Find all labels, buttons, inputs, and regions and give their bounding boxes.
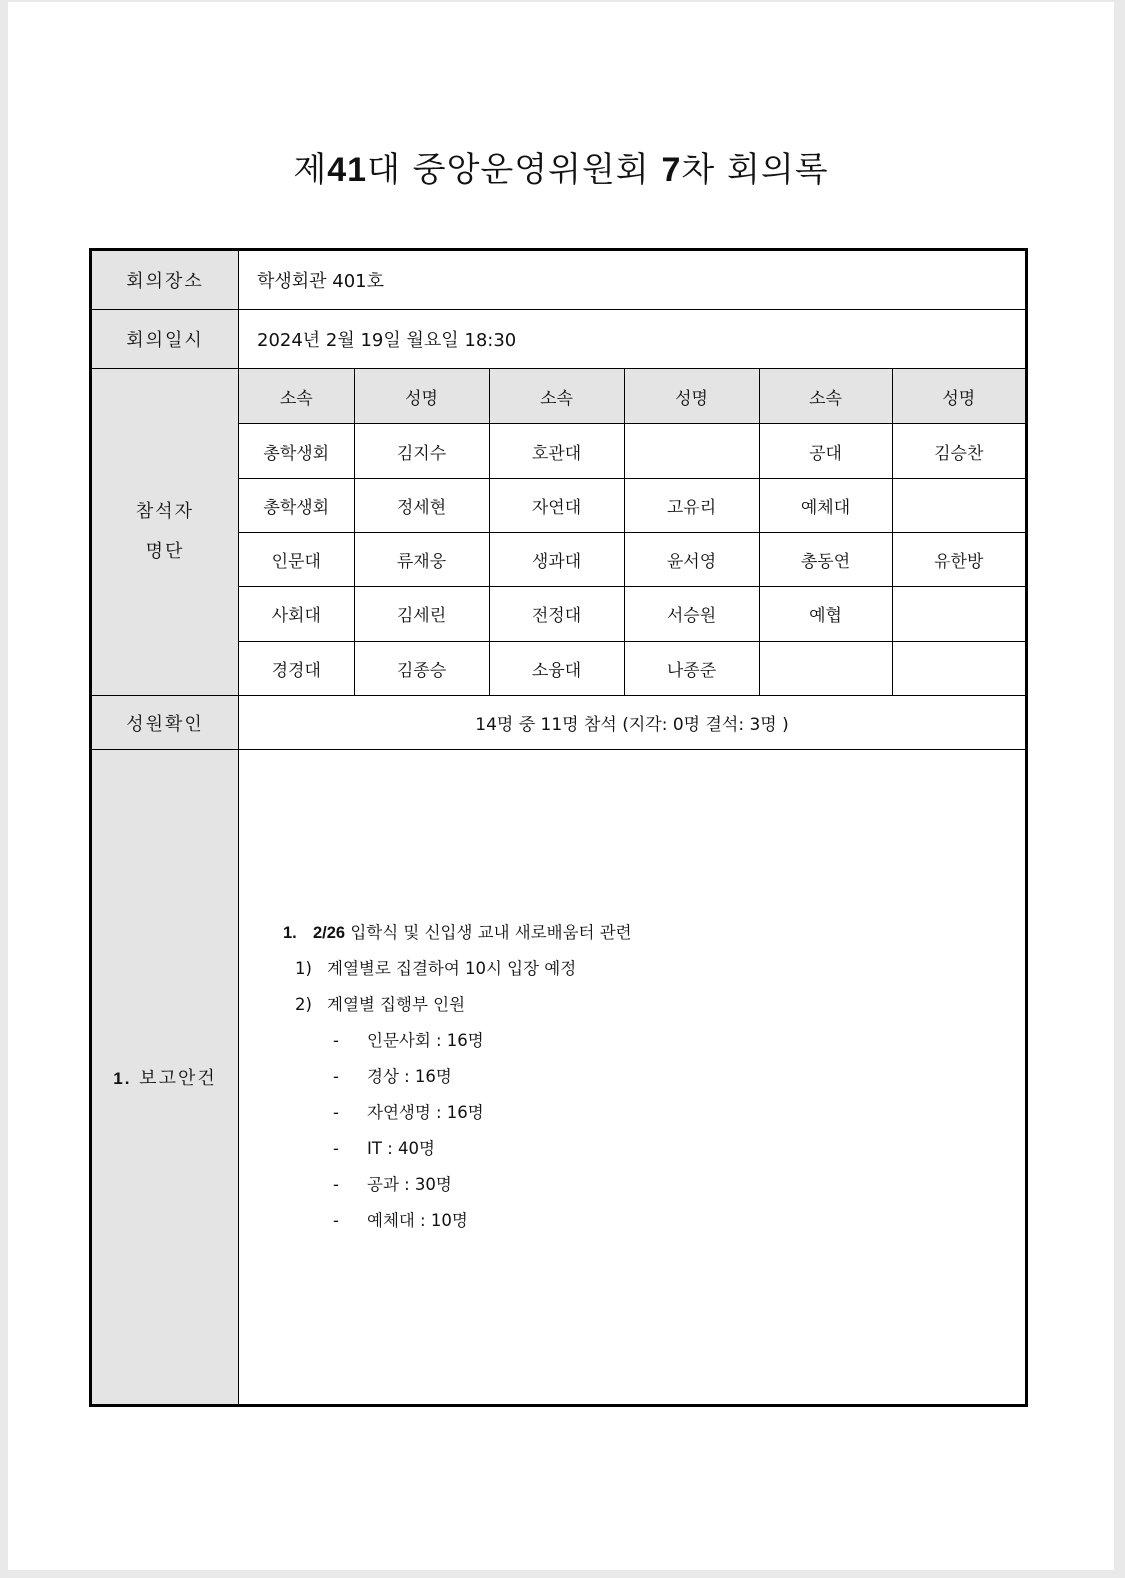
header-affiliation: 소속 [759,369,892,424]
attendee-affiliation: 공대 [759,424,892,478]
attendee-name: 김지수 [354,424,489,478]
title-prefix: 제 [293,150,328,190]
attendee-affiliation: 총학생회 [239,478,354,532]
attendee-affiliation: 예체대 [759,478,892,532]
attendees-cell [239,369,1027,696]
title-suffix: 차 회의록 [681,150,829,190]
detail-item [333,1167,1025,1203]
attendee-affiliation [759,641,892,695]
attendee-name: 고유리 [624,478,759,532]
attendee-affiliation: 전정대 [489,587,624,641]
report-content [239,750,1027,1406]
attendee-name [892,587,1025,641]
attendee-row [239,587,1025,641]
title-middle: 대 중앙운영위원회 [367,150,662,190]
report-subitem [295,951,1025,987]
attendees-table [239,369,1025,695]
attendee-name: 서승원 [624,587,759,641]
bullet-dash: - [333,1175,339,1194]
title-number: 41 [327,151,368,189]
attendee-name: 김승찬 [892,424,1025,478]
report-subitem [295,987,1025,1023]
attendee-name: 김세린 [354,587,489,641]
attendee-name: 나종준 [624,641,759,695]
detail-text: IT : 40명 [367,1139,435,1158]
header-name: 성명 [354,369,489,424]
datetime-row [91,310,1027,369]
report-item-number: 1. [283,924,297,942]
quorum-value: 14명 중 11명 참석 (지각: 0명 결석: 3명 ) [239,696,1027,750]
quorum-row [91,696,1027,750]
place-value: 학생회관 401호 [239,250,1027,310]
attendee-affiliation: 소융대 [489,641,624,695]
attendee-affiliation: 자연대 [489,478,624,532]
attendee-row [239,641,1025,695]
attendee-name: 김종승 [354,641,489,695]
report-label-number: 1. [113,1069,132,1088]
detail-item [333,1059,1025,1095]
report-row [91,750,1027,1406]
bullet-dash: - [333,1031,339,1050]
attendee-row [239,478,1025,532]
document-page [8,2,1114,1570]
attendee-name: 류재웅 [354,533,489,587]
attendee-name [892,478,1025,532]
attendee-name: 유한방 [892,533,1025,587]
detail-text: 인문사회 : 16명 [367,1031,484,1050]
attendee-affiliation: 사회대 [239,587,354,641]
place-row [91,250,1027,310]
attendee-name: 정세현 [354,478,489,532]
quorum-label: 성원확인 [91,696,239,750]
bullet-dash: - [333,1103,339,1122]
attendees-header-row [239,369,1025,424]
bullet-dash: - [333,1211,339,1230]
attendee-affiliation: 생과대 [489,533,624,587]
minutes-table [89,248,1028,1407]
detail-item [333,1023,1025,1059]
detail-item [333,1203,1025,1239]
report-item-title: 입학식 및 신입생 교내 새로배움터 관련 [345,923,632,942]
subitem-number: 2) [295,995,312,1014]
attendees-label [91,369,239,696]
header-name: 성명 [892,369,1025,424]
attendees-label-line1: 참석자 [135,501,195,522]
detail-item [333,1095,1025,1131]
attendee-affiliation: 총동연 [759,533,892,587]
header-affiliation: 소속 [489,369,624,424]
place-label: 회의장소 [91,250,239,310]
detail-text: 공과 : 30명 [367,1175,452,1194]
attendee-name [892,641,1025,695]
attendees-row [91,369,1027,696]
header-affiliation: 소속 [239,369,354,424]
detail-text: 경상 : 16명 [367,1067,452,1086]
bullet-dash: - [333,1067,339,1086]
title-session-number: 7 [661,151,682,189]
attendee-name [624,424,759,478]
datetime-value: 2024년 2월 19일 월요일 18:30 [239,310,1027,369]
detail-text: 자연생명 : 16명 [367,1103,484,1122]
report-label-text: 보고안건 [131,1068,217,1089]
subitem-number: 1) [295,959,312,978]
report-item [283,915,1025,951]
header-name: 성명 [624,369,759,424]
attendees-label-line2: 명단 [145,541,185,562]
datetime-label: 회의일시 [91,310,239,369]
subitem-text: 계열별로 집결하여 10시 입장 예정 [327,959,577,978]
report-item-date: 2/26 [313,924,346,942]
attendee-affiliation: 인문대 [239,533,354,587]
bullet-dash: - [333,1139,339,1158]
report-label [91,750,239,1406]
detail-item [333,1131,1025,1167]
attendee-affiliation: 호관대 [489,424,624,478]
attendee-affiliation: 총학생회 [239,424,354,478]
subitem-text: 계열별 집행부 인원 [327,995,466,1014]
attendee-row [239,533,1025,587]
attendee-name: 윤서영 [624,533,759,587]
attendee-row [239,424,1025,478]
attendee-affiliation: 예협 [759,587,892,641]
page-title [8,142,1114,191]
detail-text: 예체대 : 10명 [367,1211,468,1230]
report-list [239,915,1025,1239]
attendee-affiliation: 경경대 [239,641,354,695]
